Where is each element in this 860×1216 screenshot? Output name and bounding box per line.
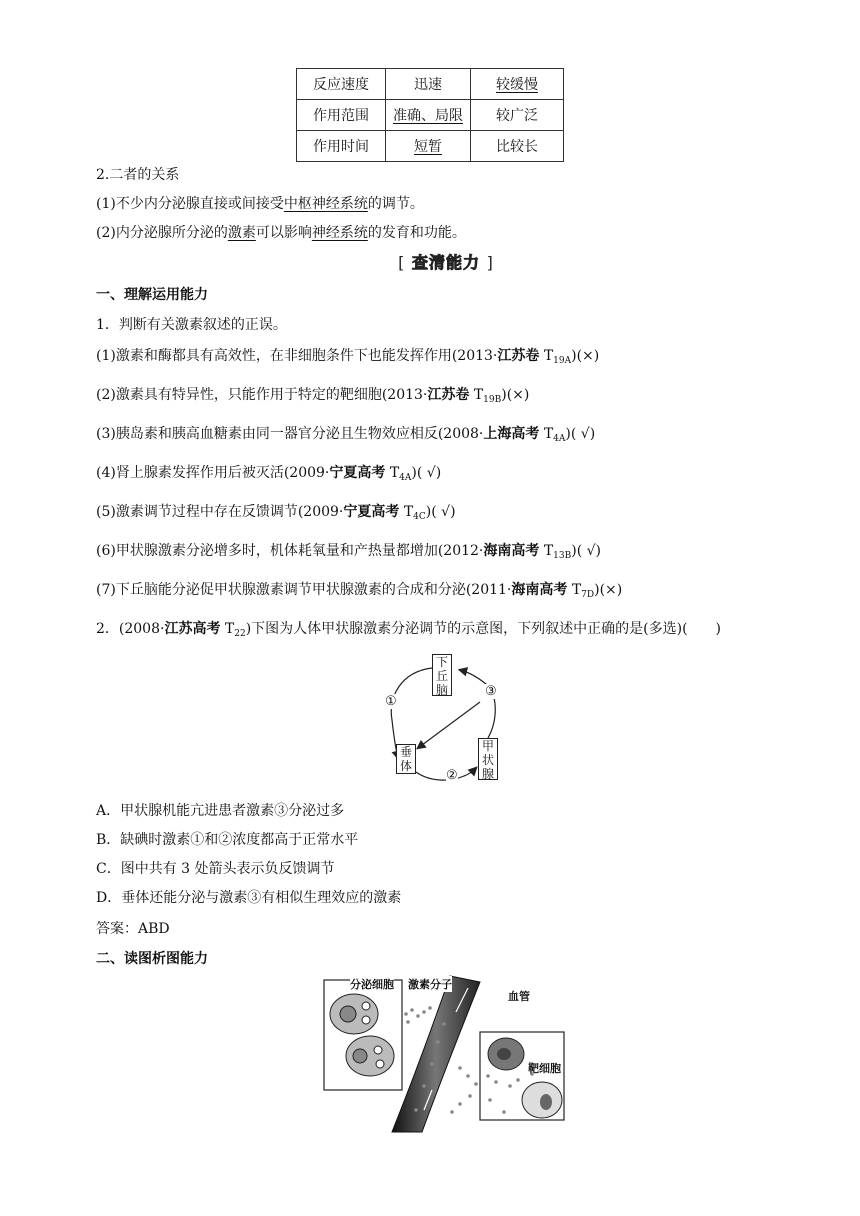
item-source: 宁夏高考: [329, 465, 386, 481]
item-mark: )( √): [411, 465, 442, 481]
item-text: (2)激素具有特异性，只能作用于特定的靶细胞(2013·: [96, 387, 428, 403]
judgement-item: [96, 579, 622, 600]
table-cell: 迅速: [386, 69, 471, 100]
hypothalamus-box: 下丘脑: [432, 654, 452, 696]
text-fragment: (2)内分泌腺所分泌的: [96, 225, 228, 241]
judgement-item: [96, 501, 456, 522]
item-ref: T: [539, 348, 554, 364]
relation-heading: 2.二者的关系: [96, 167, 180, 183]
item-text: (6)甲状腺激素分泌增多时，机体耗氧量和产热量都增加(2012·: [96, 543, 484, 559]
item-mark: )( √): [571, 543, 602, 559]
table-row: [297, 100, 564, 131]
table-cell: 较广泛: [471, 100, 564, 131]
vesicle: [362, 1002, 370, 1010]
item-sub: 13B: [553, 551, 572, 561]
relation-paragraph-2: [96, 222, 466, 242]
figure-drawing: [320, 972, 570, 1136]
label-hormone-1: ①: [385, 694, 397, 709]
item-ref: T: [385, 465, 400, 481]
text-fragment: 的调节。: [367, 196, 424, 212]
pituitary-box: 垂体: [396, 744, 416, 774]
item-mark: )( √): [425, 504, 456, 520]
item-source: 海南高考: [483, 543, 540, 559]
item-sub: 7D: [581, 590, 595, 600]
banner-title: 查清能力: [411, 253, 480, 272]
item-mark: )(×): [594, 582, 623, 598]
table-cell: 作用时间: [297, 131, 386, 162]
label-hormone-3: ③: [485, 684, 497, 699]
label-hormone-2: ②: [446, 768, 458, 783]
table-cell: [386, 100, 471, 131]
target-cell-label: 靶细胞: [528, 1062, 561, 1075]
option-b: B．缺碘时激素①和②浓度都高于正常水平: [96, 832, 359, 848]
underlined-answer: 准确、局限: [393, 108, 463, 124]
item-ref: T: [539, 543, 554, 559]
item-text: (3)胰岛素和胰高血糖素由同一器官分泌且生物效应相反(2008·: [96, 426, 484, 442]
underlined-answer: 激素: [227, 225, 256, 241]
blood-vessel-label: 血管: [508, 990, 530, 1003]
item-mark: )( √): [565, 426, 596, 442]
option-a: A．甲状腺机能亢进患者激素③分泌过多: [96, 803, 345, 819]
nucleus: [340, 1006, 356, 1022]
comparison-table: [296, 68, 564, 162]
item-mark: )(×): [571, 348, 600, 364]
item-source: 江苏卷: [497, 348, 540, 364]
section1-heading: 一、理解运用能力: [96, 287, 208, 303]
judgement-item: [96, 423, 595, 444]
item-text: (4)肾上腺素发挥作用后被灭活(2009·: [96, 465, 330, 481]
section-banner: [394, 251, 498, 275]
vesicle: [374, 1046, 382, 1054]
judgement-item: [96, 462, 441, 483]
item-source: 宁夏高考: [343, 504, 400, 520]
judgement-item: [96, 345, 599, 366]
table-cell: [471, 69, 564, 100]
item-sub: 4A: [553, 434, 566, 444]
item-mark: )(×): [501, 387, 530, 403]
table-cell: 反应速度: [297, 69, 386, 100]
nucleus: [353, 1049, 367, 1063]
text-fragment: (1)不少内分泌腺直接或间接受: [96, 196, 284, 212]
item-sub: 19B: [483, 395, 502, 405]
item-text: (5)激素调节过程中存在反馈调节(2009·: [96, 504, 344, 520]
q2-ref: T: [220, 621, 235, 637]
nucleus: [497, 1048, 511, 1060]
judgement-item: [96, 540, 601, 561]
answer: 答案：ABD: [96, 921, 170, 937]
option-c: C．图中共有 3 处箭头表示负反馈调节: [96, 861, 335, 877]
relation-paragraph-1: [96, 193, 424, 213]
text-fragment: 的发育和功能。: [367, 225, 466, 241]
bracket-left: [: [398, 253, 406, 272]
vesicle: [376, 1060, 384, 1068]
table-row: [297, 131, 564, 162]
item-sub: 19A: [553, 356, 572, 366]
item-ref: T: [469, 387, 484, 403]
table-cell: [386, 131, 471, 162]
table-cell: 作用范围: [297, 100, 386, 131]
item-text: (1)激素和酶都具有高效性，在非细胞条件下也能发挥作用(2013·: [96, 348, 498, 364]
question2-stem: [96, 618, 721, 639]
item-source: 上海高考: [483, 426, 540, 442]
question1-stem: 1．判断有关激素叙述的正误。: [96, 317, 287, 333]
text-fragment: 可以影响: [255, 225, 312, 241]
table-row: [297, 69, 564, 100]
q2-prefix: 2．(2008·: [96, 621, 165, 637]
nucleus: [540, 1094, 552, 1110]
underlined-answer: 短暂: [414, 139, 442, 155]
item-text: (7)下丘脑能分泌促甲状腺激素调节甲状腺激素的合成和分泌(2011·: [96, 582, 512, 598]
q2-source: 江苏高考: [164, 621, 221, 637]
hormone-transport-figure: [320, 972, 570, 1136]
underlined-answer: 神经系统: [311, 225, 368, 241]
underlined-answer: 较缓慢: [496, 77, 538, 93]
thyroid-regulation-diagram: [370, 650, 520, 790]
underlined-answer: 中枢神经系统: [283, 196, 368, 212]
item-sub: 4A: [399, 473, 412, 483]
blood-vessel: [392, 976, 480, 1132]
item-source: 海南高考: [511, 582, 568, 598]
option-d: D．垂体还能分泌与激素③有相似生理效应的激素: [96, 890, 402, 906]
thyroid-box: 甲状腺: [478, 738, 498, 780]
item-source: 江苏卷: [427, 387, 470, 403]
vesicle: [362, 1016, 370, 1024]
section2-heading: 二、读图析图能力: [96, 951, 208, 967]
q2-text: )下图为人体甲状腺激素分泌调节的示意图，下列叙述中正确的是(多选)( ): [245, 621, 722, 637]
table-cell: 比较长: [471, 131, 564, 162]
arrow-thyroid-to-pituitary: [418, 702, 480, 748]
q2-sub: 22: [234, 629, 246, 639]
hormone-molecule-label: 激素分子: [408, 978, 452, 991]
item-ref: T: [539, 426, 554, 442]
item-sub: 4C: [413, 512, 426, 522]
bracket-right: ]: [486, 253, 494, 272]
secretory-cell-label: 分泌细胞: [350, 978, 394, 991]
item-ref: T: [399, 504, 414, 520]
item-ref: T: [567, 582, 582, 598]
judgement-item: [96, 384, 529, 405]
